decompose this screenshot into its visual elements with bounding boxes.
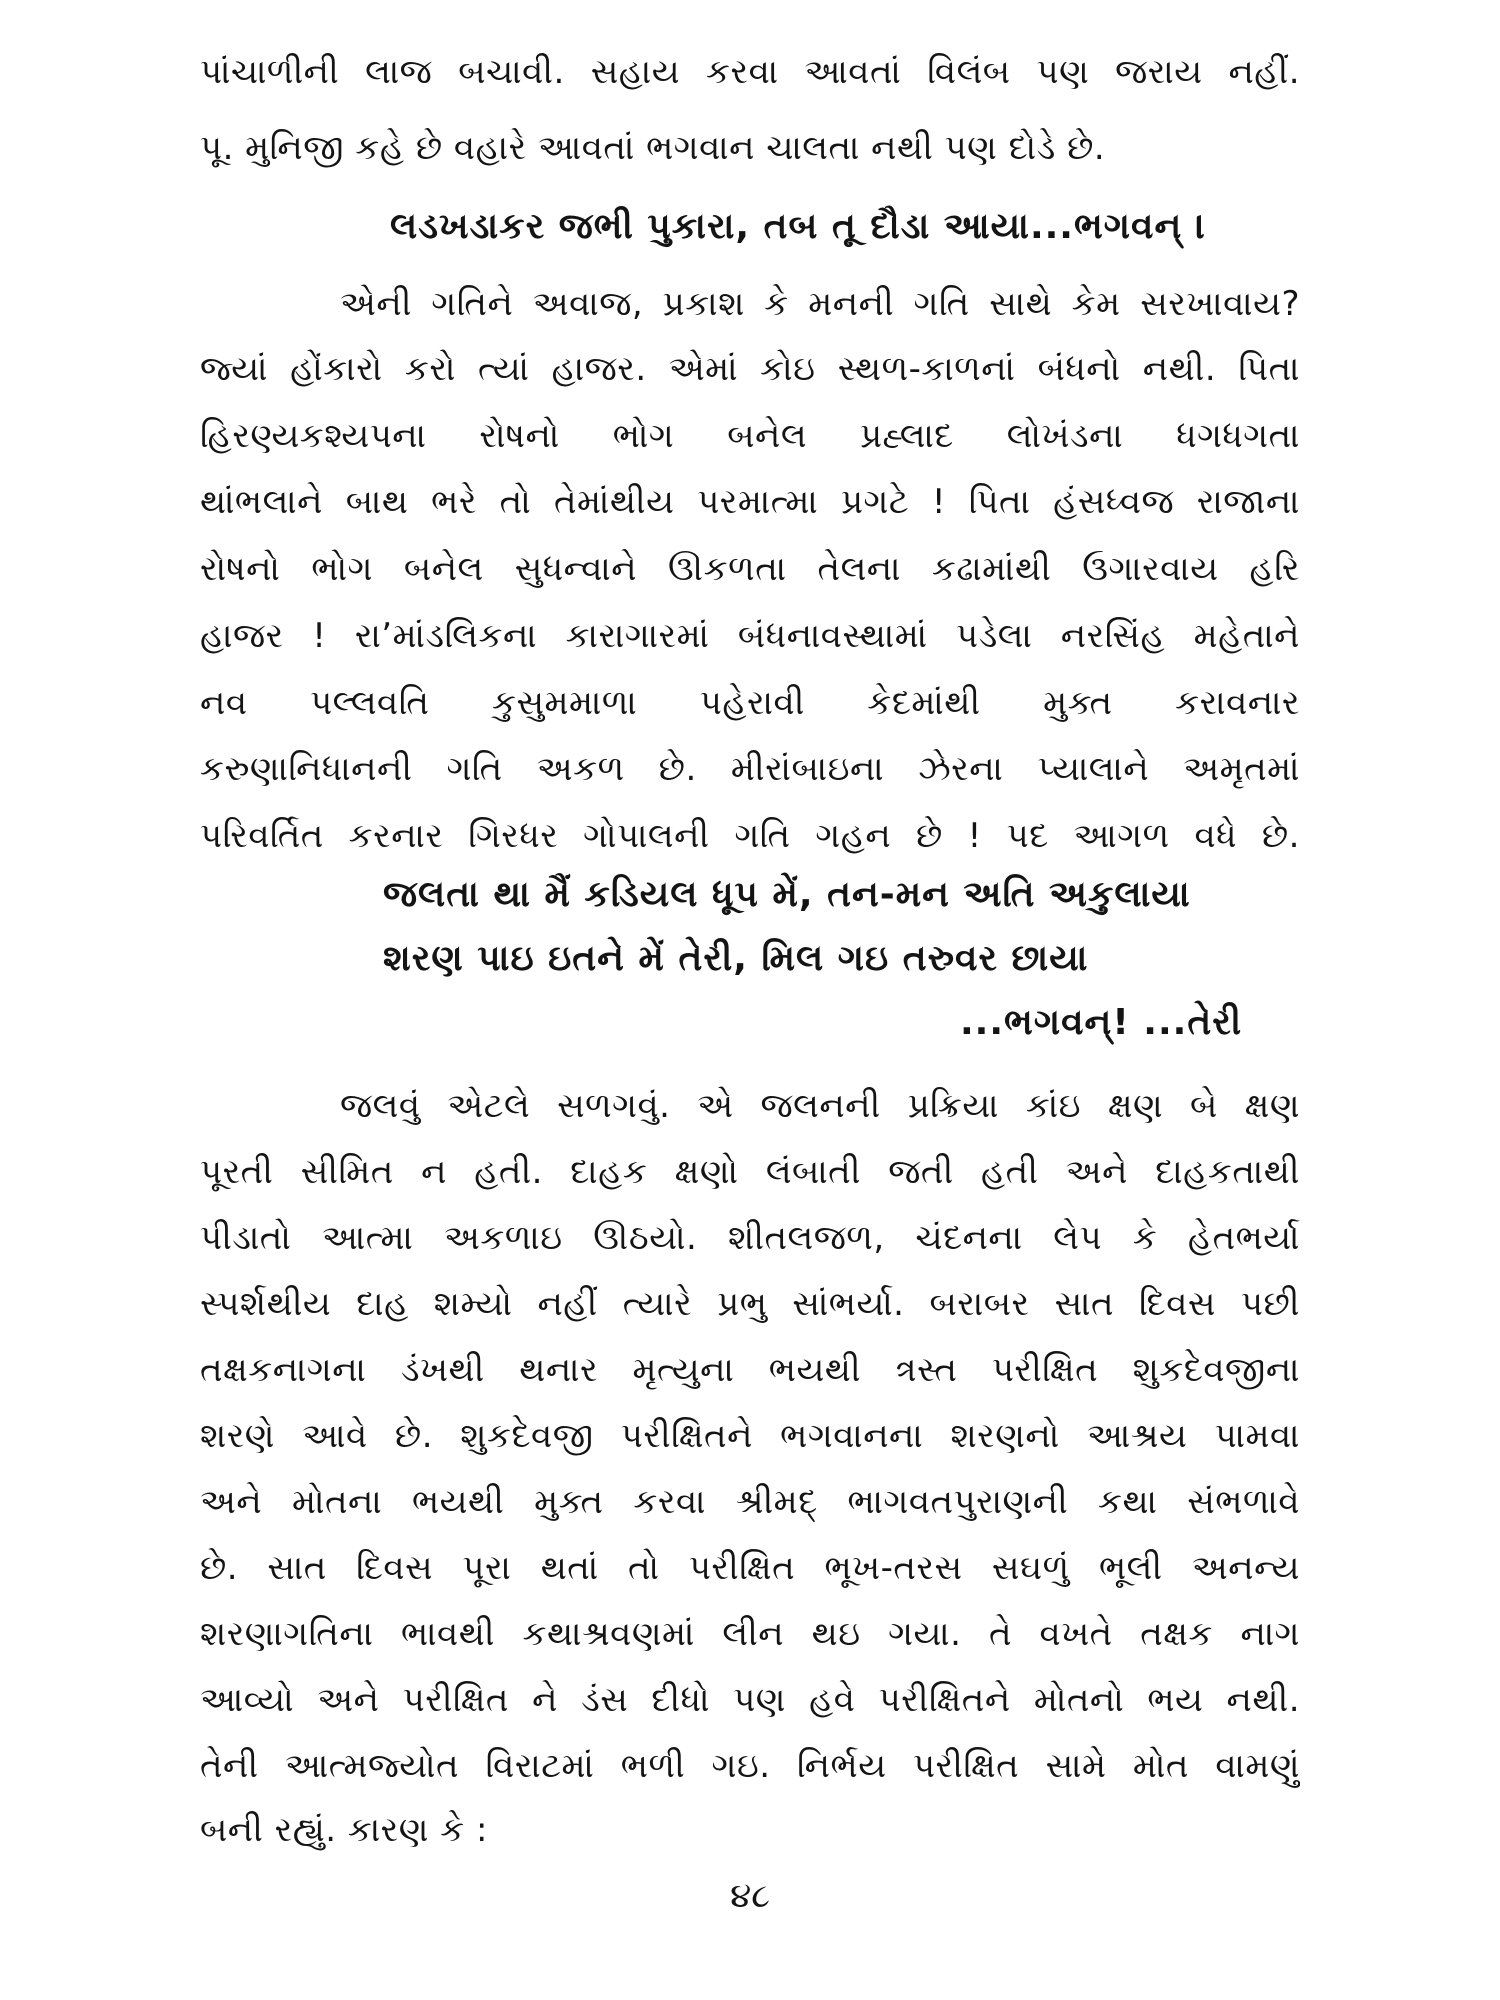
verse-refrain: ...ભગવન્! ...તેરી — [960, 1002, 1243, 1043]
paragraph-line: જ્યાં હોંકારો કરો ત્યાં હાજર. એમાં કોઇ સ્થળ-કાળનાં બંધનો નથી. પિતા — [200, 349, 1300, 389]
paragraph-line: રોષનો ભોગ બનેલ સુધન્વાને ઊકળતા તેલના કઢામાંથી ઉગારવાય હરિ — [200, 549, 1300, 589]
verse-line: શરણ પાઇ ઇતને મેં તેરી, મિલ ગઇ તરુવર છાયા — [383, 938, 1089, 979]
paragraph-line: હાજર ! રા’માંડલિકના કારાગારમાં બંધનાવસ્થામાં પડેલા નરસિંહ મહેતાને — [200, 616, 1300, 656]
paragraph-line: કરુણાનિધાનની ગતિ અકળ છે. મીરાંબાઇના ઝેરના પ્યાલાને અમૃતમાં — [200, 749, 1300, 789]
paragraph-line: આવ્યો અને પરીક્ષિત ને ડંસ દીધો પણ હવે પરીક્ષિતને મોતનો ભય નથી. — [200, 1680, 1300, 1720]
paragraph-line: પૂ. મુનિજી કહે છે વહારે આવતાં ભગવાન ચાલતા નથી પણ દોડે છે. — [200, 128, 1106, 168]
paragraph-line: પૂરતી સીમિત ન હતી. દાહક ક્ષણો લંબાતી જતી હતી અને દાહકતાથી — [200, 1152, 1300, 1192]
paragraph-line: સ્પર્શથીય દાહ શમ્યો નહીં ત્યારે પ્રભુ સાંભર્યા. બરાબર સાત દિવસ પછી — [200, 1284, 1300, 1324]
verse-line: જલતા થા મૈં કડિયલ ધૂપ મેં, તન-મન અતિ અકુલાયા — [383, 874, 1191, 915]
paragraph-line: પાંચાળીની લાજ બચાવી. સહાય કરવા આવતાં વિલંબ પણ જરાય નહીં. — [200, 52, 1300, 92]
bhajan-quote: લડખડાકર જભી પુકારા, તબ તૂ દૌડા આયા...ભગવન્ । — [390, 206, 1207, 247]
paragraph-line: શરણે આવે છે. શુકદેવજી પરીક્ષિતને ભગવાનના શરણનો આશ્રય પામવા — [200, 1416, 1300, 1456]
paragraph-line: પરિવર્તિત કરનાર ગિરધર ગોપાલની ગતિ ગહન છે ! પદ આગળ વધે છે. — [200, 816, 1300, 856]
paragraph-line: નવ પલ્લવતિ કુસુમમાળા પહેરાવી કેદમાંથી મુક્ત કરાવનાર — [200, 683, 1300, 723]
paragraph-line: તેની આત્મજ્યોત વિરાટમાં ભળી ગઇ. નિર્ભય પરીક્ષિત સામે મોત વામણું — [200, 1746, 1300, 1786]
paragraph-line: અને મોતના ભયથી મુક્ત કરવા શ્રીમદ્ ભાગવતપુરાણની કથા સંભળાવે — [200, 1482, 1300, 1522]
paragraph-line: જલવું એટલે સળગવું. એ જલનની પ્રક્રિયા કાંઇ ક્ષણ બે ક્ષણ — [340, 1086, 1300, 1126]
page-number: ૪૮ — [730, 1876, 770, 1916]
paragraph-line: તક્ષકનાગના ડંખથી થનાર મૃત્યુના ભયથી ત્રસ્ત પરીક્ષિત શુકદેવજીના — [200, 1350, 1300, 1390]
paragraph-line: બની રહ્યું. કારણ કે : — [200, 1810, 488, 1850]
paragraph-line: એની ગતિને અવાજ, પ્રકાશ કે મનની ગતિ સાથે કેમ સરખાવાય? — [340, 284, 1300, 324]
paragraph-line: છે. સાત દિવસ પૂરા થતાં તો પરીક્ષિત ભૂખ-તરસ સઘળું ભૂલી અનન્ય — [200, 1548, 1300, 1588]
paragraph-line: હિરણ્યકશ્યપના રોષનો ભોગ બનેલ પ્રહ્લાદ લોખંડના ધગધગતા — [200, 416, 1300, 456]
paragraph-line: પીડાતો આત્મા અકળાઇ ઊઠયો. શીતલજળ, ચંદનના લેપ કે હેતભર્યા — [200, 1218, 1300, 1258]
paragraph-line: થાંભલાને બાથ ભરે તો તેમાંથીય પરમાત્મા પ્રગટે ! પિતા હંસધ્વજ રાજાના — [200, 482, 1300, 522]
paragraph-line: શરણાગતિના ભાવથી કથાશ્રવણમાં લીન થઇ ગયા. તે વખતે તક્ષક નાગ — [200, 1614, 1300, 1654]
